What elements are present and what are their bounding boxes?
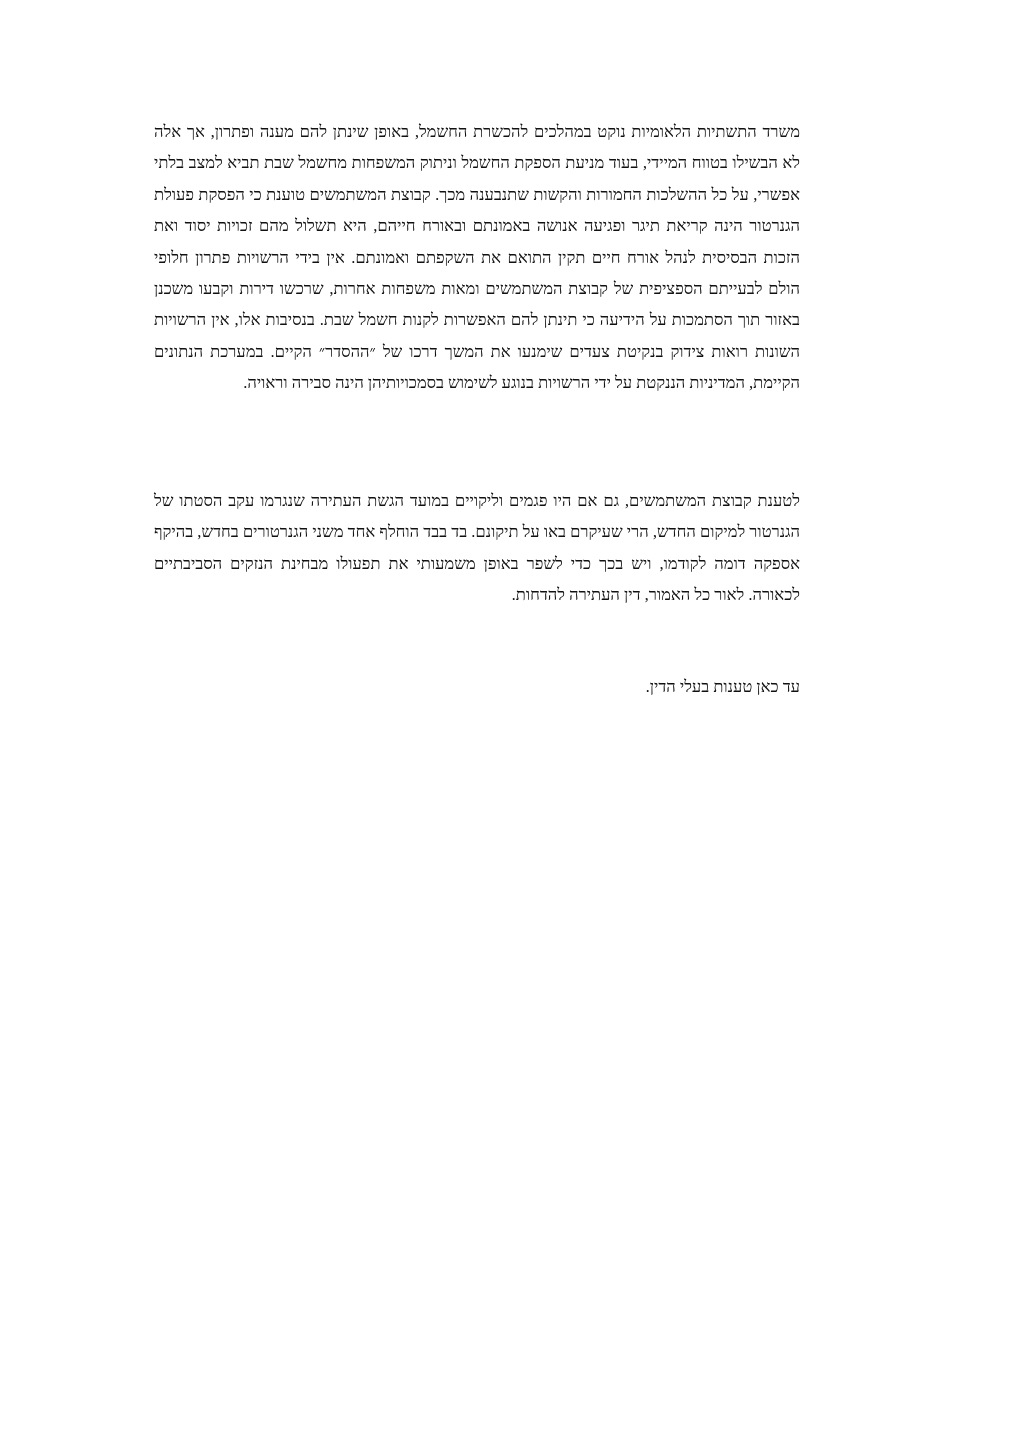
paragraph-1: משרד התשתיות הלאומיות נוקט במהלכים להכשרת החשמל, באופן שינתן להם מענה ופתרון, אך אלה לא הבשילו בטווח המיידי, בעוד מניעת הספקת החשמל וניתוק המשפחות מחשמל שבת תביא למצב בלתי אפשרי, על כל ההשלכות החמורות והקשות שתנבענה מכך. קבוצת המשתמשים טוענת כי הפסקת פעולת הגנרטור הינה קריאת תיגר ופגיעה אנושה באמונתם ובאורח חייהם, היא תשלול מהם זכויות יסוד ואת הזכות הבסיסית לנהל אורח חיים תקין התואם את השקפתם ואמונתם. אין בידי הרשויות פתרון חלופי הולם לבעייתם הספציפית של קבוצת המשתמשים ומאות משפחות אחרות, שרכשו דירות וקבעו משכנן באזור תוך הסתמכות על הידיעה כי תינתן להם האפשרות לקנות חשמל שבת. בנסיבות אלו, אין הרשויות השונות רואות צידוק בנקיטת צעדים שימנעו את המשך דרכו של ״ההסדר״ הקיים. במערכת הנתונים הקיימת, המדיניות הננקטת על ידי הרשויות בנוגע לשימוש בסמכויותיהן הינה סבירה וראויה.: [154, 122, 800, 393]
paragraph-3: עד כאן טענות בעלי הדין.: [645, 677, 800, 696]
paragraph-2: לטענת קבוצת המשתמשים, גם אם היו פגמים וליקויים במועד הגשת העתירה שנגרמו עקב הסטתו של הגנרטור למיקום החדש, הרי שעיקרם באו על תיקונם. בד בבד הוחלף אחד משני הגנרטורים בחדש, בהיקף אספקה דומה לקודמו, ויש בכך כדי לשפר באופן משמעותי את תפעולו מבחינת הנזקים הסביבתיים לכאורה. לאור כל האמור, דין העתירה להדחות.: [154, 491, 800, 605]
